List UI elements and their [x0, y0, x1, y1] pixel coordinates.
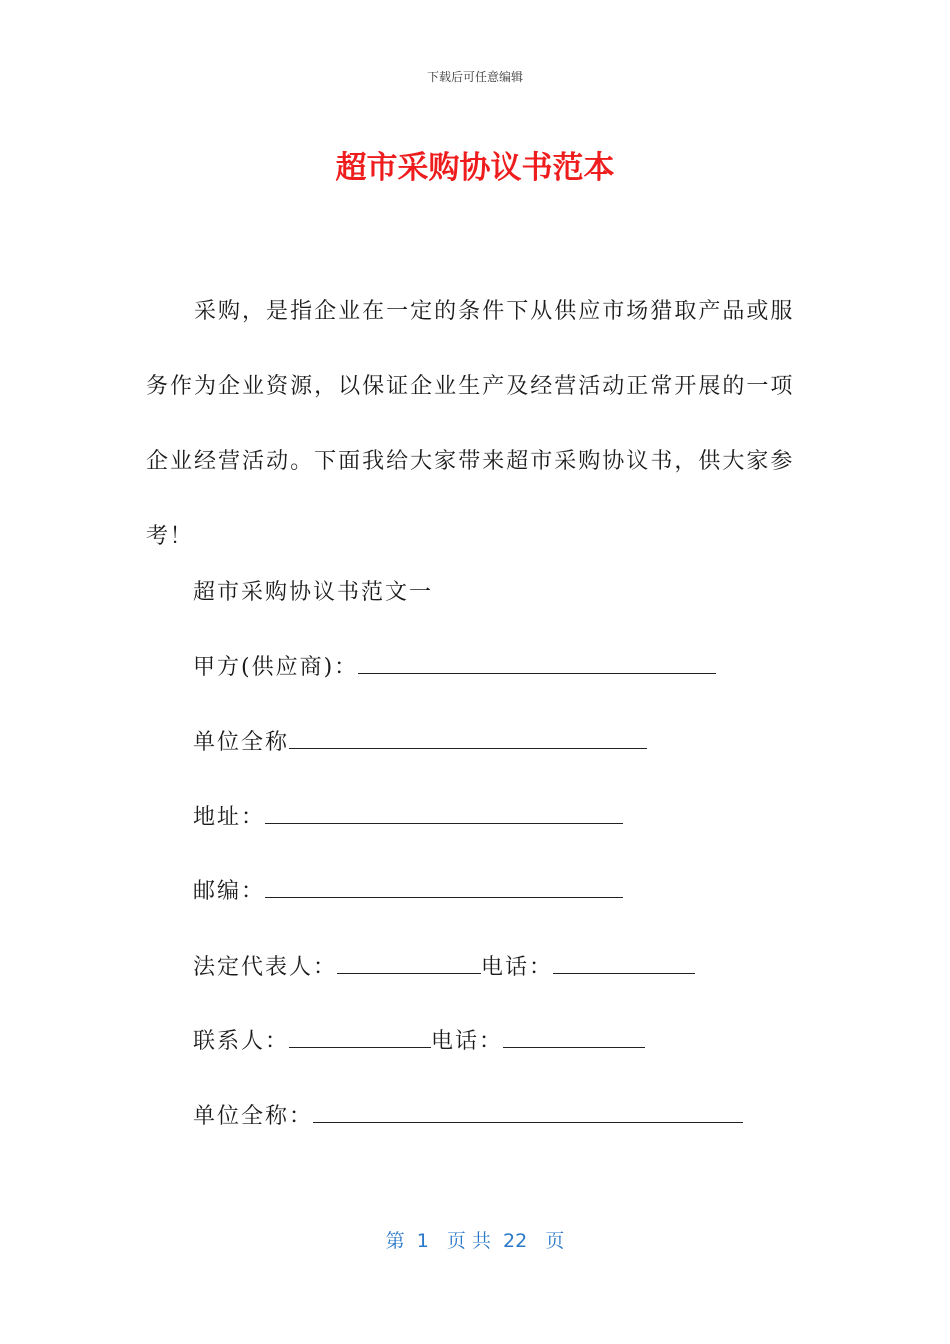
contact-row — [193, 1027, 645, 1057]
org-name-row-1 — [193, 728, 647, 758]
org-name-blank-2[interactable] — [313, 1102, 743, 1123]
postcode-row — [193, 877, 623, 907]
contact-label: 联系人： — [193, 1029, 290, 1054]
intro-paragraph: 采购，是指企业在一定的条件下从供应市场猎取产品或服务作为企业资源，以保证企业生产及经营活动正常开展的一项企业经营活动。下面我给大家带来超市采购协议书，供大家参考！ — [146, 299, 794, 549]
phone-blank-2[interactable] — [503, 1027, 645, 1048]
phone-blank-1[interactable] — [553, 953, 695, 974]
address-blank[interactable] — [265, 803, 623, 824]
org-name-blank-1[interactable] — [289, 728, 647, 749]
party-a-label: 甲方(供应商)： — [193, 655, 359, 680]
phone-label-1: 电话： — [481, 955, 554, 980]
postcode-blank[interactable] — [265, 877, 623, 898]
page-number: 第 1 页 共 22 页 — [385, 1230, 565, 1252]
address-row — [193, 803, 623, 833]
contact-blank[interactable] — [289, 1027, 431, 1048]
legal-rep-row — [193, 953, 695, 983]
party-a-blank[interactable] — [358, 653, 716, 674]
postcode-label: 邮编： — [193, 879, 266, 904]
org-name-label-1: 单位全称 — [193, 730, 290, 755]
legal-rep-label: 法定代表人： — [193, 955, 338, 980]
header-note: 下载后可任意编辑 — [426, 70, 523, 84]
section-heading: 超市采购协议书范文一 — [193, 580, 434, 605]
phone-label-2: 电话： — [431, 1029, 504, 1054]
legal-rep-blank[interactable] — [337, 953, 481, 974]
address-label: 地址： — [193, 805, 266, 830]
org-name-row-2 — [193, 1102, 743, 1132]
document-title: 超市采购协议书范本 — [335, 150, 615, 186]
org-name-label-2: 单位全称： — [193, 1104, 314, 1129]
party-a-row — [193, 653, 716, 683]
